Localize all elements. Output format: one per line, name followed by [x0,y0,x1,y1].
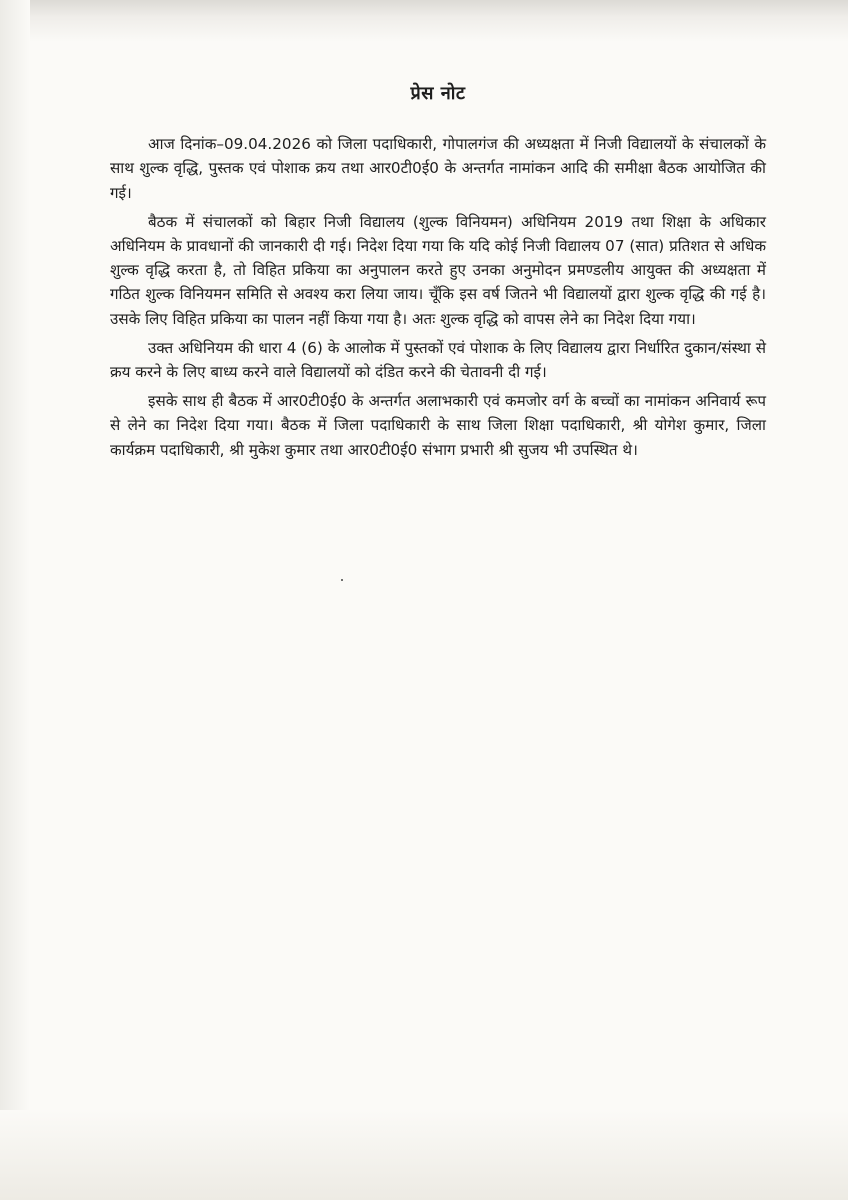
document-title: प्रेस नोट [410,83,466,104]
paragraph-fee-regulation: बैठक में संचालकों को बिहार निजी विद्यालय (शुल्क विनियमन) अधिनियम 2019 तथा शिक्षा के अधिकार अधिनियम के प्रावधानों की जानकारी दी गई। निदेश दिया गया कि यदि कोई निजी विद्यालय 07 (सात) प्रतिशत से अधिक शुल्क वृद्धि करता है, तो विहित प्रकिया का अनुपालन करते हुए उनका अनुमोदन प्रमण्डलीय आयुक्त की अध्यक्षता में गठित शुल्क विनियमन समिति से अवश्य करा लिया जाय। चूँकि इस वर्ष जितने भी विद्यालयों द्वारा शुल्क वृद्धि की गई है। उसके लिए विहित प्रकिया का पालन नहीं किया गया है। अतः शुल्क वृद्धि को वापस लेने का निदेश दिया गया। [110,212,766,328]
scan-left-shade [0,0,30,1200]
scan-top-shadow [0,0,848,42]
scan-bottom-shade [0,1110,848,1200]
paragraph-books-uniform-warning: उक्त अधिनियम की धारा 4 (6) के आलोक में पुस्तकों एवं पोशाक के लिए विद्यालय द्वारा निर्धारित दुकान/संस्था से क्रय करने के लिए बाध्य करने वाले विद्यालयों को दंडित करने की चेतावनी दी गई। [110,338,766,382]
paragraph-meeting-intro: आज दिनांक–09.04.2026 को जिला पदाधिकारी, गोपालगंज की अध्यक्षता में निजी विद्यालयों के संचालकों के साथ शुल्क वृद्धि, पुस्तक एवं पोशाक क्रय तथा आर0टी0ई0 के अन्तर्गत नामांकन आदि की समीक्षा बैठक आयोजित की गई। [110,135,766,202]
press-note-body [110,82,766,467]
scan-speck-mark [341,579,343,581]
paragraph-rte-admission: इसके साथ ही बैठक में आर0टी0ई0 के अन्तर्गत अलाभकारी एवं कमजोर वर्ग के बच्चों का नामांकन अनिवार्य रूप से लेने का निदेश दिया गया। बैठक में जिला पदाधिकारी के साथ जिला शिक्षा पदाधिकारी, श्री योगेश कुमार, जिला कार्यक्रम पदाधिकारी, श्री मुकेश कुमार तथा आर0टी0ई0 संभाग प्रभारी श्री सुजय भी उपस्थित थे। [110,392,766,459]
